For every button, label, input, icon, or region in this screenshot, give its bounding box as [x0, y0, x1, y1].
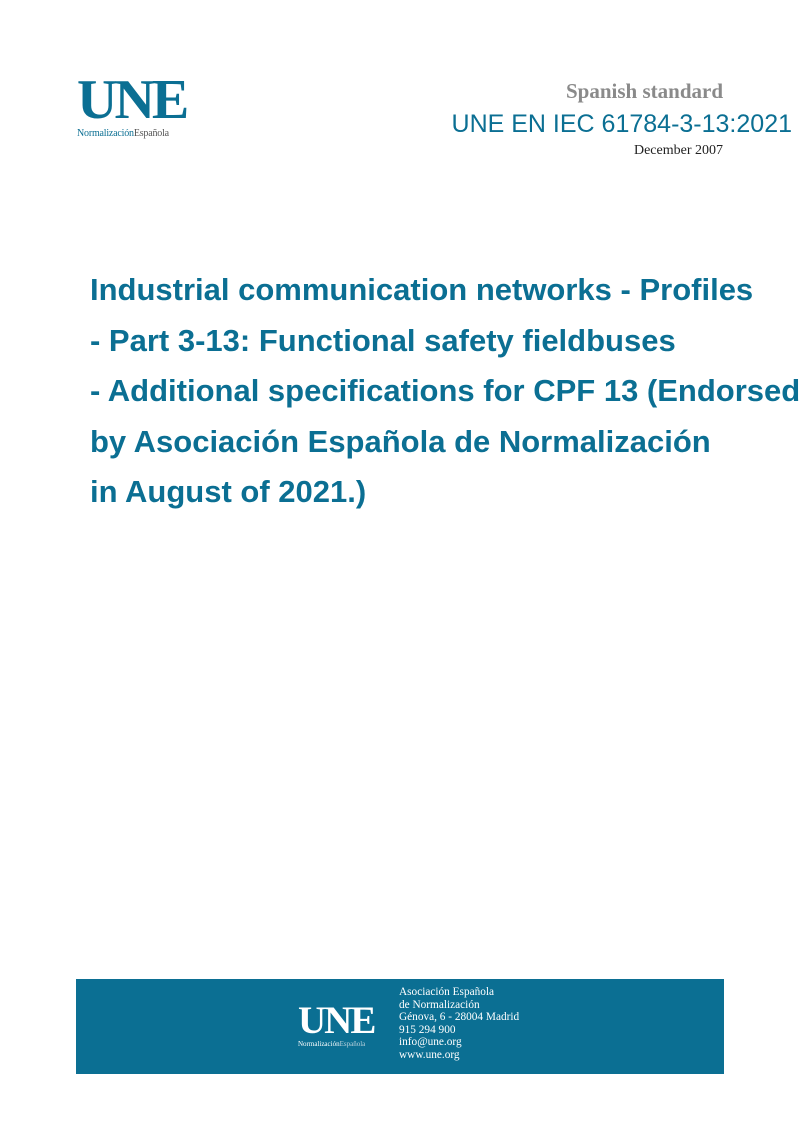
contact-website: www.une.org	[399, 1048, 460, 1061]
une-logo	[77, 69, 217, 140]
footer-une-logo	[298, 999, 375, 1049]
title-line: Industrial communication networks - Profiles	[90, 272, 754, 307]
title-line: by Asociación Española de Normalización	[90, 423, 711, 459]
contact-email: info@une.org	[399, 1036, 462, 1049]
title-line: - Additional specifications for CPF 13 (Endorsed	[90, 373, 800, 408]
document-type: Spanish standard	[566, 79, 723, 103]
publication-date: December 2007	[633, 143, 723, 158]
title-line: - Part 3-13: Functional safety fieldbuses	[90, 322, 676, 358]
contact-address: Génova, 6 - 28004 Madrid	[399, 1011, 520, 1024]
footer-logo-subtitle-main: Normalización	[298, 1040, 340, 1048]
footer-band	[76, 979, 724, 1074]
document-title	[90, 265, 800, 518]
contact-org-line: Asociación Española	[399, 986, 495, 998]
contact-org-line: de Normalización	[399, 998, 480, 1011]
standard-code: UNE EN IEC 61784-3-13:2021	[451, 110, 792, 138]
une-logo-mark: UNE	[77, 69, 187, 131]
une-logo-subtitle-accent: Española	[133, 128, 169, 139]
une-logo-subtitle	[77, 128, 217, 140]
footer-logo-subtitle-accent: Española	[339, 1040, 366, 1048]
title-line: in August of 2021.)	[90, 474, 367, 509]
footer-logo-subtitle	[298, 1040, 374, 1049]
footer-contact	[399, 986, 519, 1062]
footer-logo-mark: UNE	[298, 999, 375, 1042]
contact-phone: 915 294 900	[399, 1023, 456, 1036]
une-logo-subtitle-main: Normalización	[77, 128, 134, 139]
